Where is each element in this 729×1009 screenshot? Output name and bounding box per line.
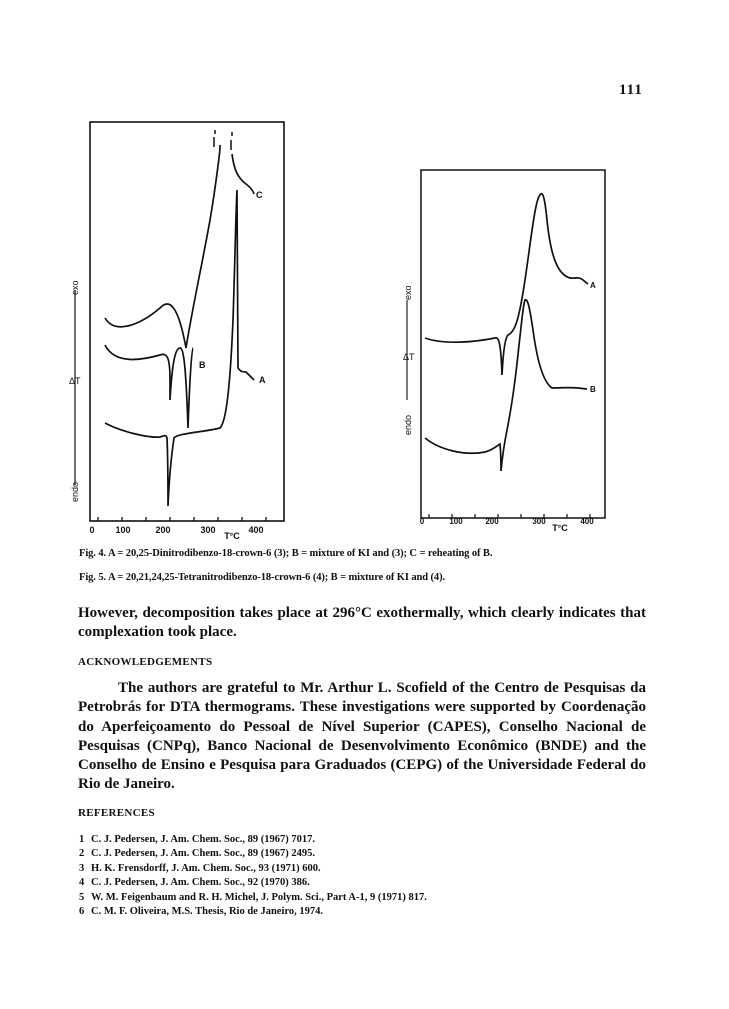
reference-number: 1 [79,834,85,845]
reference-number: 5 [79,891,85,903]
acknowledgements-heading: ACKNOWLEDGEMENTS [78,656,213,668]
reference-text: C. J. Pedersen, J. Am. Chem. Soc., 89 (1967) 2495. [91,848,315,860]
reference-item [79,847,427,861]
figure-4-x-tick-label: 0 [89,525,95,535]
figure-5-frame [421,170,605,518]
reference-item [79,876,427,890]
figure-5-plot [395,160,615,540]
figure-5 [395,160,615,540]
figure-5-x-tick-label: 100 [449,517,463,526]
figure-4-label-c: C [256,190,263,200]
figure-5-x-tick-label: 0 [419,517,425,526]
figure-5-caption: Fig. 5. A = 20,21,24,25-Tetranitrodibenzo-18-crown-6 (4); B = mixture of KI and (4). [79,572,445,583]
figure-4-y-endo-label: endo [70,481,80,502]
figure-4-label-a: A [259,375,266,385]
reference-text: H. K. Frensdorff, J. Am. Chem. Soc., 93 (1971) 600. [91,862,321,874]
figure-4-y-exo-label: exo [70,280,80,295]
figure-4-plot [60,110,300,540]
figure-5-y-endo-label: endo [403,414,413,435]
figure-4-curve-c-tail [232,154,254,194]
reference-text: C. J. Pedersen, J. Am. Chem. Soc., 92 (1970) 386. [91,877,310,889]
figure-4-curve-b [105,345,193,428]
body-paragraph: However, decomposition takes place at 296°C exothermally, which clearly indicates that complexation took place. [78,605,646,641]
acknowledgements-paragraph: The authors are grateful to Mr. Arthur L. Scofield of the Centro de Pesquisas da Petrobrás for DTA thermograms. These investigations were supported by Coordenação do Aperfeiçoamento do Pessoal de Nível Superior (CAPES), Conselho Nacional de Pesquisas (CNPq), Banco Nacional de Desenvolvimento Econômico (BNDE) and the Conselho de Ensino e Pesquisa para Graduados (CEPG) of the Universidade Federal do Rio de Janeiro. [78,680,646,793]
reference-number: 6 [79,906,85,918]
figure-4-x-tick-label: 100 [115,525,131,535]
page-number: 111 [619,82,643,98]
reference-item [79,891,427,905]
reference-number: 4 [79,877,85,889]
figure-4-x-unit: T°C [224,531,240,541]
figure-4-curve-c-break [214,130,232,150]
figure-5-label-b: B [590,385,596,394]
figure-5-x-tick-label: 400 [580,517,594,526]
figure-5-x-tick-label: 200 [485,517,499,526]
figure-5-x-tick-label: 300 [532,517,546,526]
figure-5-y-delta-label: ΔT [403,352,415,362]
figure-4 [60,110,300,540]
reference-item [79,905,427,919]
figure-4-x-tick-label: 300 [200,525,216,535]
reference-number: 2 [79,848,85,860]
figure-4-frame [90,122,284,521]
figure-4-x-tick-label: 400 [248,525,264,535]
reference-item [79,862,427,876]
figure-4-caption: Fig. 4. A = 20,25-Dinitrodibenzo-18-crown-6 (3); B = mixture of KI and (3); C = reheating of B. [79,548,493,559]
figure-4-y-delta-label: ΔT [69,376,81,386]
figure-5-y-exo-label: exo [403,285,413,300]
reference-text: C. M. F. Oliveira, M.S. Thesis, Rio de Janeiro, 1974. [91,906,323,918]
reference-text: W. M. Feigenbaum and R. H. Michel, J. Polym. Sci., Part A-1, 9 (1971) 817. [91,891,427,903]
references-heading: REFERENCES [78,807,155,819]
reference-item [79,833,427,847]
figure-5-x-unit: T°C [552,523,568,533]
figure-5-label-a: A [590,281,596,290]
reference-text: C. J. Pedersen, J. Am. Chem. Soc., 89 (1967) 7017. [91,834,315,845]
figure-4-label-b: B [199,360,206,370]
figure-4-x-tick-label: 200 [155,525,171,535]
references-list [79,833,427,919]
figure-5-curve-a [425,194,588,375]
figure-5-curve-b [425,300,587,471]
figure-4-curve-c [105,145,220,348]
reference-number: 3 [79,862,85,874]
